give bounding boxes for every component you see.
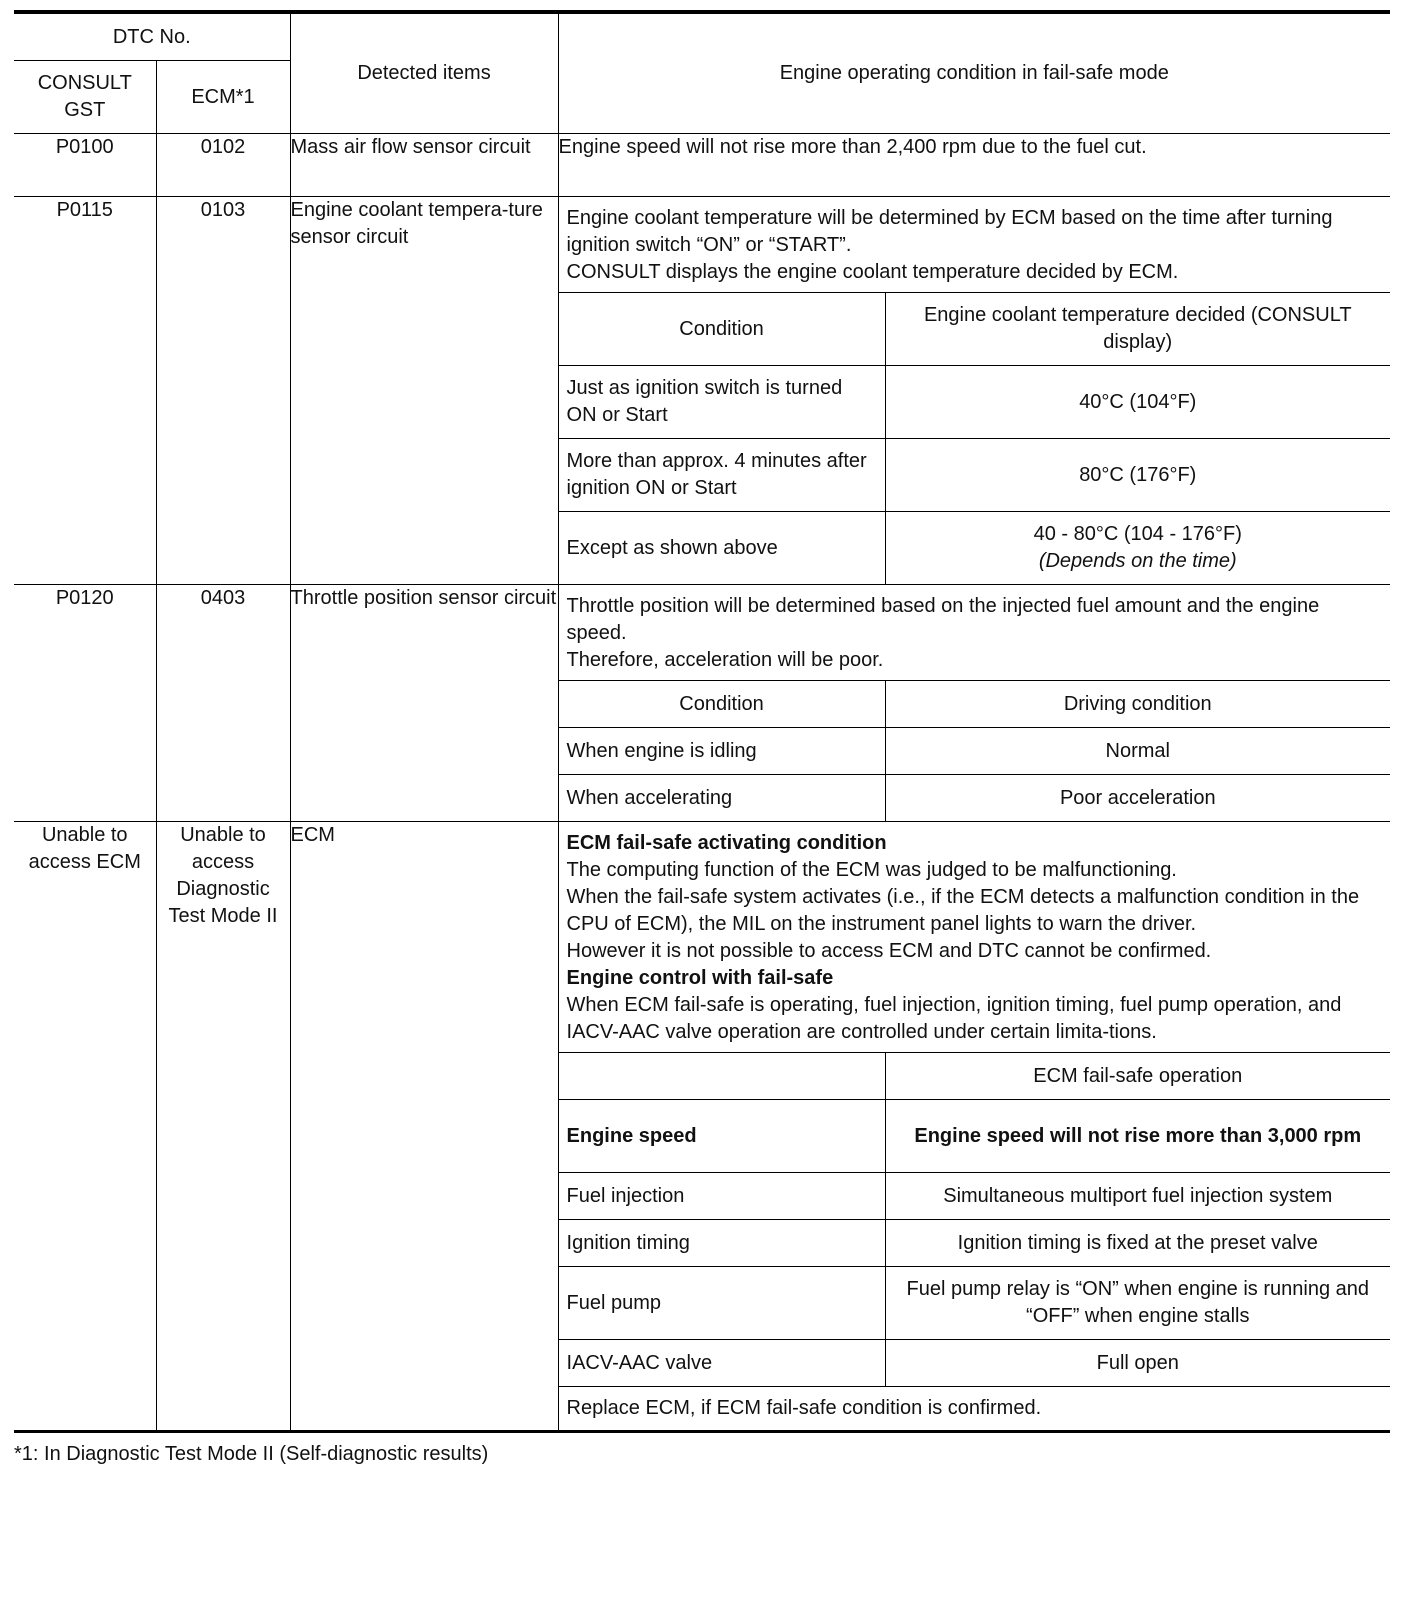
- table-row: [14, 197, 1390, 585]
- replace-ecm-note: Replace ECM, if ECM fail-safe condition is confirmed.: [559, 1386, 1391, 1430]
- detected-item: Throttle position sensor circuit: [290, 585, 558, 822]
- subtable-header: [559, 293, 1391, 366]
- description-line: Throttle position will be determined based on the injected fuel amount and the engine speed.: [566, 595, 1320, 644]
- subtable-condition: Ignition timing: [559, 1220, 886, 1267]
- subtable-value: Engine speed will not rise more than 3,000 rpm: [885, 1100, 1390, 1173]
- subtable-condition: When engine is idling: [559, 728, 886, 775]
- description-line: When ECM fail-safe is operating, fuel injection, ignition timing, fuel pump operation, and IACV-AAC valve operation are controlled under certain limita-tions.: [566, 994, 1342, 1043]
- ecm-code: 0103: [156, 197, 290, 585]
- section-heading: ECM fail-safe activating condition: [566, 832, 887, 854]
- consult-code: P0120: [14, 585, 156, 822]
- subtable-condition: Fuel injection: [559, 1173, 886, 1220]
- subtable-condition: Fuel pump: [559, 1267, 886, 1340]
- subtable-condition: More than approx. 4 minutes after ignition ON or Start: [559, 439, 886, 512]
- subtable-condition: When accelerating: [559, 775, 886, 822]
- description: [559, 585, 1391, 680]
- subtable-row: [559, 775, 1391, 822]
- subtable-value: Normal: [885, 728, 1390, 775]
- subtable-header: [559, 1053, 1391, 1100]
- subtable-value: Ignition timing is fixed at the preset valve: [885, 1220, 1390, 1267]
- description-line: However it is not possible to access ECM and DTC cannot be confirmed.: [566, 940, 1212, 962]
- subtable-row: [559, 512, 1391, 585]
- ecm-code: 0403: [156, 585, 290, 822]
- description-line: The computing function of the ECM was judged to be malfunctioning.: [566, 859, 1177, 881]
- table-row: [14, 134, 1390, 197]
- header-row-1: [14, 14, 1390, 61]
- document-page: [14, 10, 1390, 1468]
- header-engine-operating: Engine operating condition in fail-safe mode: [558, 14, 1390, 134]
- coolant-subtable: [559, 292, 1391, 584]
- subtable-value: Fuel pump relay is “ON” when engine is running and “OFF” when engine stalls: [885, 1267, 1390, 1340]
- consult-code: P0115: [14, 197, 156, 585]
- subtable-row: [559, 1220, 1391, 1267]
- subtable-row: [559, 1100, 1391, 1173]
- subtable-row: [559, 728, 1391, 775]
- description-cell: [558, 197, 1390, 585]
- ecm-code: Unable to access Diagnostic Test Mode II: [156, 822, 290, 1432]
- header-ecm: ECM*1: [156, 61, 290, 134]
- subtable-value: [885, 512, 1390, 585]
- description-cell: [558, 585, 1390, 822]
- section-heading: Engine control with fail-safe: [566, 967, 834, 989]
- subtable-value: Full open: [885, 1340, 1390, 1387]
- subtable-condition: Just as ignition switch is turned ON or Start: [559, 366, 886, 439]
- fail-safe-table: [14, 14, 1390, 1433]
- description-line: Therefore, acceleration will be poor.: [566, 649, 884, 671]
- subtable-value-range: 40 - 80°C (104 - 176°F): [1033, 523, 1242, 545]
- header-detected-items: Detected items: [290, 14, 558, 134]
- consult-code: P0100: [14, 134, 156, 197]
- subtable-row: [559, 1173, 1391, 1220]
- subtable-value: Poor acceleration: [885, 775, 1390, 822]
- description: [559, 822, 1391, 1052]
- detected-item: ECM: [290, 822, 558, 1432]
- consult-code: Unable to access ECM: [14, 822, 156, 1432]
- description-line: When the fail-safe system activates (i.e., if the ECM detects a malfunction condition in the CPU of ECM), the MIL on the instrument panel lights to warn the driver.: [566, 886, 1360, 935]
- subtable-header-condition: Condition: [559, 293, 886, 366]
- subtable-row: [559, 1340, 1391, 1387]
- header-dtc-no: DTC No.: [14, 14, 290, 61]
- description-cell: [558, 822, 1390, 1432]
- table-row: [14, 585, 1390, 822]
- subtable-row: [559, 1267, 1391, 1340]
- header-gst: GST: [64, 99, 106, 121]
- throttle-subtable: [559, 680, 1391, 821]
- header-consult-gst: [14, 61, 156, 134]
- detected-item: Mass air flow sensor circuit: [290, 134, 558, 197]
- subtable-header-value: Driving condition: [885, 681, 1390, 728]
- ecm-code: 0102: [156, 134, 290, 197]
- header-consult: CONSULT: [37, 72, 132, 94]
- ecm-failsafe-subtable: [559, 1052, 1391, 1386]
- subtable-header-blank: [559, 1053, 886, 1100]
- detected-item: Engine coolant tempera-ture sensor circuit: [290, 197, 558, 585]
- description-line: Engine coolant temperature will be determined by ECM based on the time after turning ignition switch “ON” or “START”.: [566, 207, 1333, 256]
- subtable-row: [559, 366, 1391, 439]
- description: Engine speed will not rise more than 2,400 rpm due to the fuel cut.: [558, 134, 1390, 197]
- table-row: [14, 822, 1390, 1432]
- subtable-header-value: Engine coolant temperature decided (CONSULT display): [885, 293, 1390, 366]
- subtable-row: [559, 439, 1391, 512]
- description-line: CONSULT displays the engine coolant temperature decided by ECM.: [566, 261, 1179, 283]
- subtable-value: 40°C (104°F): [885, 366, 1390, 439]
- subtable-value-note: (Depends on the time): [1038, 550, 1237, 572]
- subtable-value: Simultaneous multiport fuel injection system: [885, 1173, 1390, 1220]
- subtable-value: 80°C (176°F): [885, 439, 1390, 512]
- subtable-header-condition: Condition: [559, 681, 886, 728]
- description: [559, 197, 1391, 292]
- footnote: *1: In Diagnostic Test Mode II (Self-diagnostic results): [14, 1443, 489, 1465]
- subtable-header-value: ECM fail-safe operation: [885, 1053, 1390, 1100]
- subtable-condition: IACV-AAC valve: [559, 1340, 886, 1387]
- subtable-condition: Except as shown above: [559, 512, 886, 585]
- subtable-header: [559, 681, 1391, 728]
- subtable-condition: Engine speed: [559, 1100, 886, 1173]
